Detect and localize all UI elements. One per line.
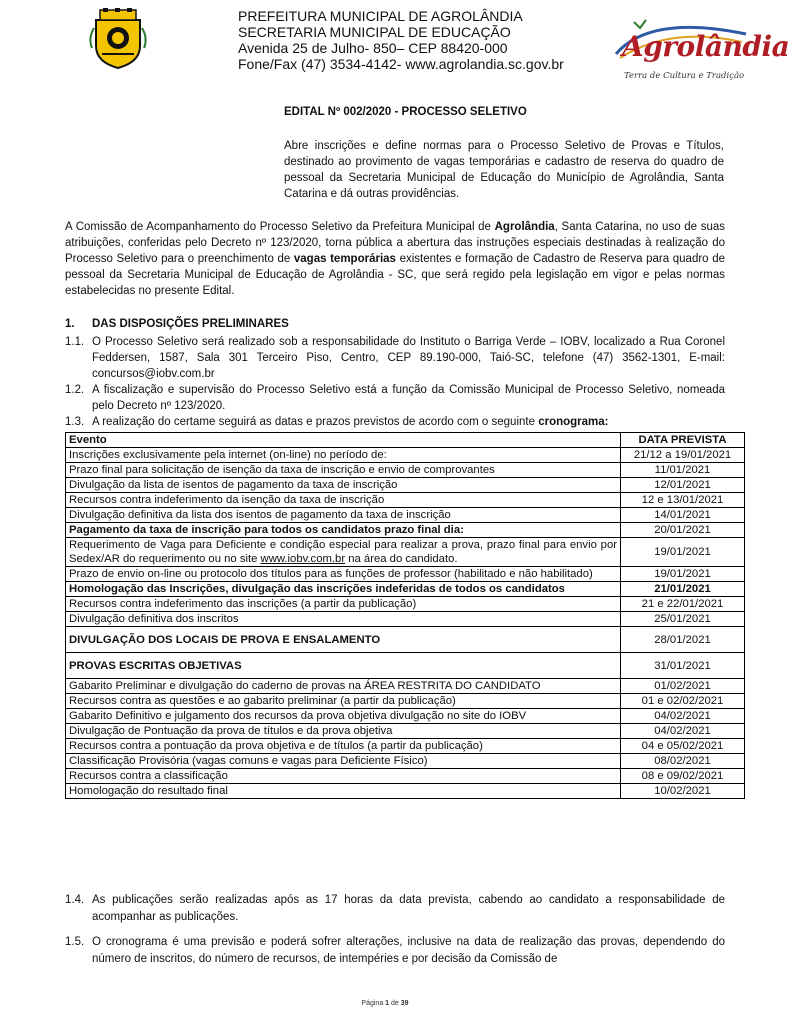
footer-prefix: Página (361, 1000, 386, 1007)
footer-page-number: 1 (385, 1000, 390, 1007)
column-header-date: DATA PREVISTA (621, 433, 745, 448)
date-cell: 01 e 02/02/2021 (621, 694, 745, 709)
date-cell: 19/01/2021 (621, 567, 745, 582)
date-cell: 21/01/2021 (621, 582, 745, 597)
event-cell: Prazo de envio on-line ou protocolo dos títulos para as funções de professor (habilitado e não habilitado) (66, 567, 621, 582)
date-cell: 21/12 a 19/01/2021 (621, 448, 745, 463)
event-text: na área do candidato. (345, 553, 458, 565)
header-line-address: Avenida 25 de Julho- 850– CEP 88420-000 (238, 40, 508, 56)
municipal-crest-icon (88, 8, 148, 70)
event-cell: Classificação Provisória (vagas comuns e vagas para Deficiente Físico) (66, 754, 621, 769)
intro-bold-vagas: vagas temporárias (293, 253, 396, 265)
header-line-secretaria: SECRETARIA MUNICIPAL DE EDUCAÇÃO (238, 24, 511, 40)
table-row (66, 508, 745, 523)
table-row (66, 739, 745, 754)
event-cell: PROVAS ESCRITAS OBJETIVAS (66, 653, 621, 679)
event-cell: Divulgação de Pontuação da prova de títulos e da prova objetiva (66, 724, 621, 739)
table-row (66, 784, 745, 799)
table-row (66, 653, 745, 679)
table-row (66, 679, 745, 694)
section-number: 1. (65, 318, 75, 330)
table-row (66, 463, 745, 478)
date-cell: 04 e 05/02/2021 (621, 739, 745, 754)
intro-paragraph (65, 219, 725, 299)
date-cell: 20/01/2021 (621, 523, 745, 538)
table-header-row (66, 433, 745, 448)
document-summary: Abre inscrições e define normas para o Processo Seletivo de Provas e Títulos, destinado ao provimento de vagas temporárias e cadastro de reserva do quadro de pessoal da Secretaria Municipal de Educação do Município de Agrolândia, Santa Catarina e dá outras providências. (284, 140, 724, 200)
table-row (66, 709, 745, 724)
agrolandia-logo (610, 14, 789, 92)
clause-1-5 (65, 934, 725, 968)
event-cell: Prazo final para solicitação de isenção da taxa de inscrição e envio de comprovantes (66, 463, 621, 478)
date-cell: 04/02/2021 (621, 724, 745, 739)
event-cell: Gabarito Definitivo e julgamento dos recursos da prova objetiva divulgação no site do IOBV (66, 709, 621, 724)
clause-text: As publicações serão realizadas após as 17 horas da data prevista, cabendo ao candidato a responsabilidade de acompanhar as publicações. (92, 894, 725, 923)
table-row (66, 754, 745, 769)
table-row (66, 612, 745, 627)
table-row (66, 582, 745, 597)
clause-number: 1.1. (65, 336, 85, 348)
event-cell: Recursos contra a classificação (66, 769, 621, 784)
page-footer (0, 1000, 770, 1007)
logo-wordmark: Agrolândia (622, 30, 789, 63)
date-cell: 11/01/2021 (621, 463, 745, 478)
clause-number: 1.4. (65, 894, 85, 906)
event-cell: Recursos contra indeferimento da isenção da taxa de inscrição (66, 493, 621, 508)
clause-text-bold: cronograma: (538, 416, 609, 428)
table-row (66, 597, 745, 612)
logo-slogan: Terra de Cultura e Tradição (624, 71, 745, 81)
date-cell: 01/02/2021 (621, 679, 745, 694)
table-row (66, 448, 745, 463)
table-row (66, 538, 745, 567)
table-row (66, 627, 745, 653)
document-title: EDITAL Nº 002/2020 - PROCESSO SELETIVO (284, 106, 527, 118)
iobv-site-link[interactable]: www.iobv.com.br (260, 553, 346, 565)
date-cell: 25/01/2021 (621, 612, 745, 627)
event-cell (66, 538, 621, 567)
section-heading (65, 318, 289, 330)
intro-text-2: , Santa Catarina, no uso de suas atribuições, conferidas pelo Decreto nº 123/2020, torna pública a abertura das instruções especiais destinadas à realização do Processo Seletivo para o preenchimento de (65, 221, 725, 265)
clause-text (92, 414, 725, 430)
date-cell: 19/01/2021 (621, 538, 745, 567)
event-cell: Homologação do resultado final (66, 784, 621, 799)
header-line-prefeitura: PREFEITURA MUNICIPAL DE AGROLÂNDIA (238, 8, 523, 24)
clause-number: 1.2. (65, 384, 85, 396)
clause-number: 1.5. (65, 936, 85, 948)
section-title: DAS DISPOSIÇÕES PRELIMINARES (92, 318, 289, 330)
header-line-contact: Fone/Fax (47) 3534-4142- www.agrolandia.sc.gov.br (238, 56, 564, 72)
clause-1-3 (65, 414, 725, 430)
date-cell: 14/01/2021 (621, 508, 745, 523)
table-row (66, 493, 745, 508)
date-cell: 12 e 13/01/2021 (621, 493, 745, 508)
table-row (66, 694, 745, 709)
event-cell: DIVULGAÇÃO DOS LOCAIS DE PROVA E ENSALAMENTO (66, 627, 621, 653)
clause-1-4 (65, 892, 725, 926)
institution-header (238, 8, 564, 72)
date-cell: 21 e 22/01/2021 (621, 597, 745, 612)
event-cell: Recursos contra a pontuação da prova objetiva e de títulos (a partir da publicação) (66, 739, 621, 754)
intro-bold-agrolandia: Agrolândia (494, 221, 555, 233)
event-cell: Recursos contra as questões e ao gabarito preliminar (a partir da publicação) (66, 694, 621, 709)
event-cell: Divulgação definitiva dos inscritos (66, 612, 621, 627)
event-cell: Pagamento da taxa de inscrição para todos os candidatos prazo final dia: (66, 523, 621, 538)
event-cell: Divulgação da lista de isentos de pagamento da taxa de inscrição (66, 478, 621, 493)
footer-middle: de (389, 1000, 401, 1007)
date-cell: 08 e 09/02/2021 (621, 769, 745, 784)
clause-text: A fiscalização e supervisão do Processo Seletivo está a função da Comissão Municipal de Processo Seletivo, nomeada pelo Decreto nº 123/2020. (92, 384, 725, 412)
date-cell: 12/01/2021 (621, 478, 745, 493)
date-cell: 08/02/2021 (621, 754, 745, 769)
event-text: Requerimento de Vaga para Deficiente e condição especial para realizar a prova, prazo final para envio por Sedex/AR do requerimento ou no site (69, 539, 617, 565)
date-cell: 04/02/2021 (621, 709, 745, 724)
table-row (66, 769, 745, 784)
event-cell: Inscrições exclusivamente pela internet (on-line) no período de: (66, 448, 621, 463)
table-row (66, 724, 745, 739)
date-cell: 31/01/2021 (621, 653, 745, 679)
clause-text: O cronograma é uma previsão e poderá sofrer alterações, inclusive na data de realização das provas, dependendo do número de inscritos, do número de recursos, de intempéries e por decisão da Comissão de (92, 936, 725, 965)
event-cell: Recursos contra indeferimento das inscrições (a partir da publicação) (66, 597, 621, 612)
table-row (66, 523, 745, 538)
clause-number: 1.3. (65, 416, 85, 428)
event-cell: Gabarito Preliminar e divulgação do caderno de provas na ÁREA RESTRITA DO CANDIDATO (66, 679, 621, 694)
clause-1-1 (65, 334, 725, 382)
event-cell: Homologação das Inscrições, divulgação das inscrições indeferidas de todos os candidatos (66, 582, 621, 597)
intro-text-1: A Comissão de Acompanhamento do Processo Seletivo da Prefeitura Municipal de (65, 221, 495, 233)
schedule-table (65, 432, 745, 799)
date-cell: 28/01/2021 (621, 627, 745, 653)
column-header-event: Evento (66, 433, 621, 448)
footer-page-total: 39 (400, 1000, 409, 1007)
table-row (66, 567, 745, 582)
intro-text-3: existentes e formação de Cadastro de Reserva para quadro de pessoal da Secretaria Municipal de Educação de Agrolândia - SC, que será regido pela legislação em vigor e pelas normas estabelecidas no presente Edital. (65, 253, 725, 297)
table-row (66, 478, 745, 493)
clause-text-body: A realização do certame seguirá as datas e prazos previstos de acordo com o seguinte (92, 416, 539, 428)
clause-text: O Processo Seletivo será realizado sob a responsabilidade do Instituto o Barriga Verde – IOBV, localizado a Rua Coronel Feddersen, 1587, Sala 301 Terceiro Piso, Centro, CEP 89.190-000, Taió-SC, telefone (47) 3562-1301, E-mail: concursos@iobv.com.br (92, 336, 725, 380)
date-cell: 10/02/2021 (621, 784, 745, 799)
event-cell: Divulgação definitiva da lista dos isentos de pagamento da taxa de inscrição (66, 508, 621, 523)
clause-1-2 (65, 382, 725, 414)
